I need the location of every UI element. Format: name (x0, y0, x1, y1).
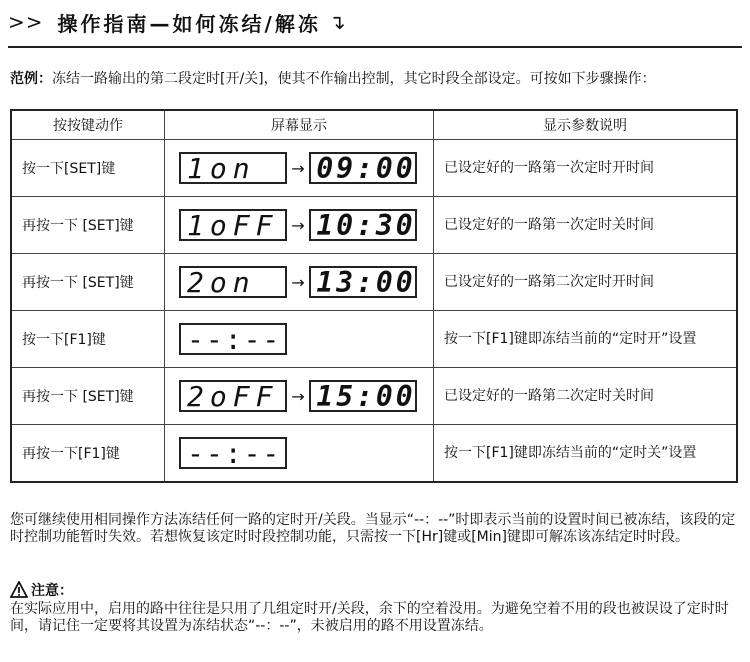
table-row (11, 197, 737, 254)
note-heading (10, 580, 73, 600)
arrow-right-icon: → (291, 215, 305, 235)
row-action: 再按一下 [SET]键 (11, 197, 165, 254)
display-readout (179, 266, 433, 298)
arrow-right-icon: → (291, 272, 305, 292)
row-action: 再按一下 [SET]键 (11, 368, 165, 425)
note-title: 注意： (31, 583, 73, 599)
row-description: 按一下[F1]键即冻结当前的“定时关”设置 (434, 425, 738, 483)
display-time: 10:30 (309, 209, 417, 241)
operation-table (10, 109, 738, 483)
display-readout (179, 209, 433, 241)
intro-label: 范例： (10, 71, 52, 87)
display-mode: 2on (179, 266, 287, 298)
display-mode: 1oFF (179, 209, 287, 241)
display-frozen: --:-- (179, 323, 287, 355)
table-row (11, 254, 737, 311)
display-readout (179, 437, 433, 469)
chevron-right-icon: >> (8, 10, 44, 34)
row-description: 已设定好的一路第一次定时关时间 (434, 197, 738, 254)
warning-icon (10, 581, 28, 599)
row-description: 已设定好的一路第二次定时关时间 (434, 368, 738, 425)
display-time: 09:00 (309, 152, 417, 184)
page-title: 操作指南—如何冻结/解冻 (57, 11, 321, 36)
header-description: 显示参数说明 (434, 110, 738, 140)
row-action: 再按一下 [SET]键 (11, 254, 165, 311)
return-arrow-icon: ↴ (328, 10, 349, 34)
display-readout (179, 152, 433, 184)
arrow-right-icon: → (291, 386, 305, 406)
display-time: 13:00 (309, 266, 417, 298)
note-text: 在实际应用中，启用的路中往往是只用了几组定时开/关段，余下的空着没用。为避免空着不用的段也被误设了定时时间，请记住一定要将其设置为冻结状态“--：--”，未被启用的路不用设置冻结。 (10, 601, 729, 634)
table-row (11, 311, 737, 368)
table-row (11, 140, 737, 197)
table-header-row (11, 110, 737, 140)
display-mode: 2oFF (179, 380, 287, 412)
row-description: 已设定好的一路第一次定时开时间 (434, 140, 738, 197)
table-row (11, 425, 737, 483)
display-frozen: --:-- (179, 437, 287, 469)
row-action: 按一下[SET]键 (11, 140, 165, 197)
row-description: 已设定好的一路第二次定时开时间 (434, 254, 738, 311)
row-action: 按一下[F1]键 (11, 311, 165, 368)
intro-text (10, 70, 738, 89)
display-readout (179, 380, 433, 412)
display-time: 15:00 (309, 380, 417, 412)
arrow-right-icon: → (291, 158, 305, 178)
page-header (8, 6, 349, 38)
row-action: 再按一下[F1]键 (11, 425, 165, 483)
header-display: 屏幕显示 (165, 110, 434, 140)
display-readout (179, 323, 433, 355)
header-action: 按按键动作 (11, 110, 165, 140)
table-row (11, 368, 737, 425)
instruction-paragraph: 您可继续使用相同操作方法冻结任何一路的定时开/关段。当显示“--：--”时即表示当前的设置时间已被冻结，该段的定时控制功能暂时失效。若想恢复该定时时段控制功能，只需按一下[Hr]键或[Min]键即可解冻该冻结定时时段。 (10, 512, 736, 545)
display-mode: 1on (179, 152, 287, 184)
intro-body: 冻结一路输出的第二段定时[开/关]，使其不作输出控制，其它时段全部设定。可按如下步骤操作： (52, 71, 656, 87)
header-divider (8, 46, 742, 48)
row-description: 按一下[F1]键即冻结当前的“定时开”设置 (434, 311, 738, 368)
